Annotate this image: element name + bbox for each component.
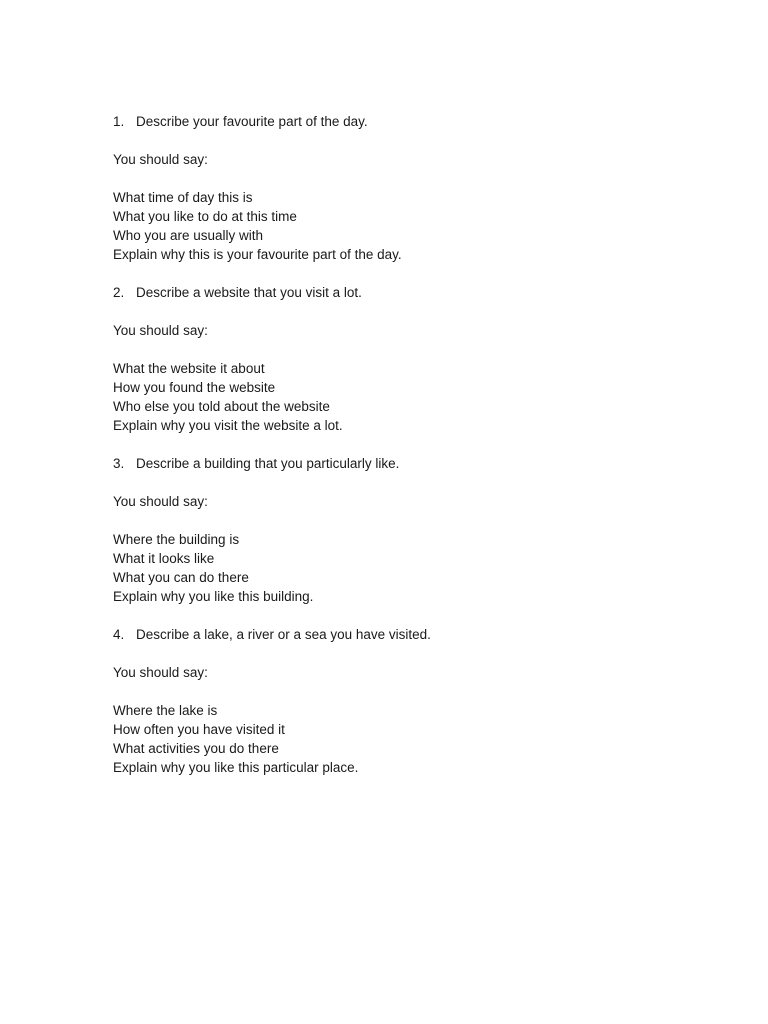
document-page <box>113 112 673 796</box>
list-item: Explain why you like this particular place. <box>113 760 359 775</box>
task-title: Describe your favourite part of the day. <box>136 114 368 129</box>
list-item: How often you have visited it <box>113 722 285 737</box>
task-heading <box>113 454 673 473</box>
task-1 <box>113 112 673 264</box>
list-item: Explain why this is your favourite part of the day. <box>113 247 402 262</box>
list-item: Explain why you visit the website a lot. <box>113 418 343 433</box>
list-item: What the website it about <box>113 361 265 376</box>
task-prompt: You should say: <box>113 665 208 680</box>
task-title: Describe a website that you visit a lot. <box>136 285 362 300</box>
task-heading <box>113 283 673 302</box>
task-prompt: You should say: <box>113 323 208 338</box>
task-prompt: You should say: <box>113 494 208 509</box>
task-points <box>113 701 673 777</box>
task-title: Describe a building that you particularly like. <box>136 456 400 471</box>
list-item: What you like to do at this time <box>113 209 297 224</box>
task-4 <box>113 625 673 777</box>
list-item: What you can do there <box>113 570 249 585</box>
task-heading <box>113 112 673 131</box>
list-item: What time of day this is <box>113 190 253 205</box>
task-3 <box>113 454 673 606</box>
task-2 <box>113 283 673 435</box>
list-item: What activities you do there <box>113 741 279 756</box>
task-points <box>113 530 673 606</box>
task-heading <box>113 625 673 644</box>
task-number: 3. <box>113 456 125 471</box>
list-item: How you found the website <box>113 380 276 395</box>
list-item: What it looks like <box>113 551 215 566</box>
task-points <box>113 188 673 264</box>
list-item: Explain why you like this building. <box>113 589 314 604</box>
list-item: Where the lake is <box>113 703 218 718</box>
task-points <box>113 359 673 435</box>
task-number: 1. <box>113 114 125 129</box>
list-item: Who you are usually with <box>113 228 264 243</box>
task-number: 4. <box>113 627 125 642</box>
task-title: Describe a lake, a river or a sea you have visited. <box>136 627 431 642</box>
list-item: Who else you told about the website <box>113 399 330 414</box>
task-prompt: You should say: <box>113 152 208 167</box>
task-number: 2. <box>113 285 125 300</box>
list-item: Where the building is <box>113 532 240 547</box>
